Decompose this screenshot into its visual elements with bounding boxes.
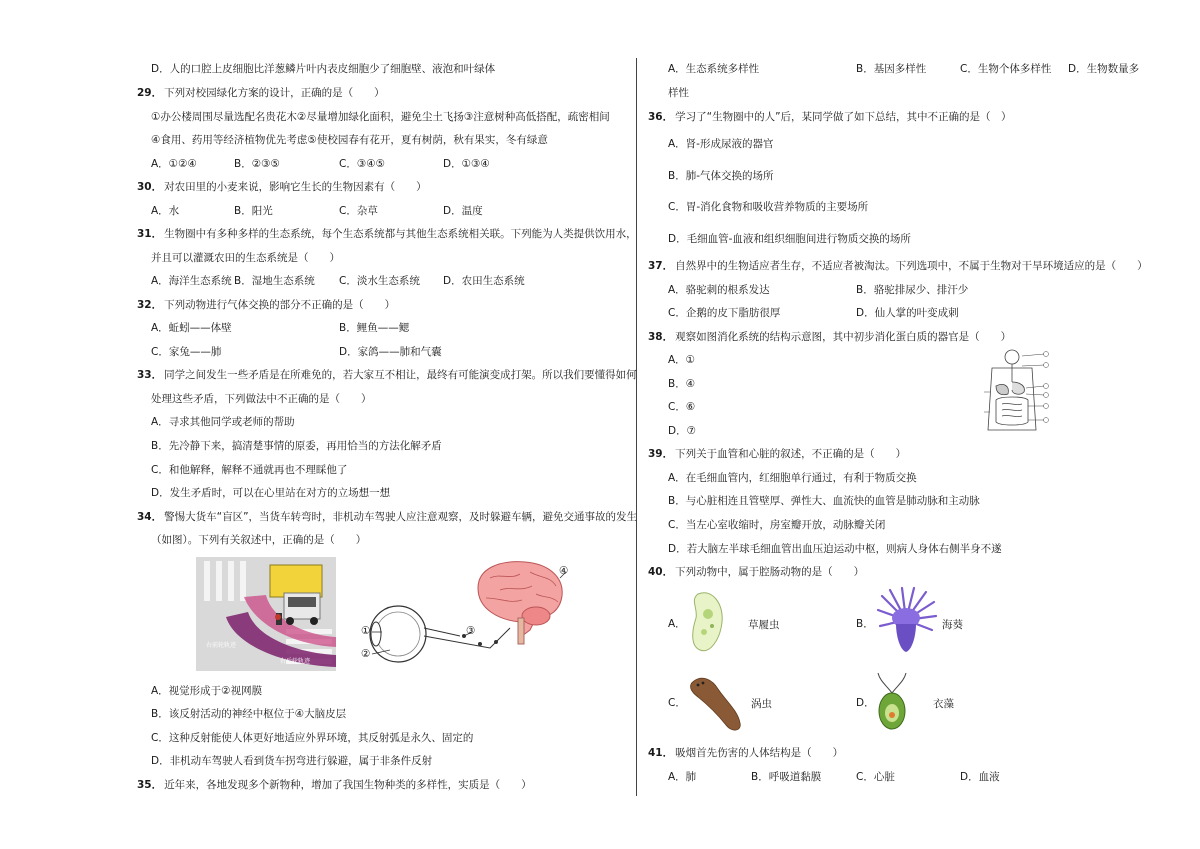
q39-option-c[interactable]: C．当左心室收缩时，房室瓣开放，动脉瓣关闭 [668,519,886,531]
planarian-image [688,673,746,733]
q38-option-b[interactable]: B．④ [668,378,696,390]
planarian-icon [688,673,746,733]
digestive-system-illustration [982,348,1050,434]
q30-option-a[interactable]: A．水 [151,205,180,217]
paramecium-icon [686,590,731,654]
q30-option-b[interactable]: B．阳光 [234,205,273,217]
q35-option-a[interactable]: A．生态系统多样性 [668,63,760,75]
q33-option-c[interactable]: C．和他解释，解释不通就再也不理睬他了 [151,464,348,476]
q33-option-d[interactable]: D．发生矛盾时，可以在心里站在对方的立场想一想 [151,487,391,499]
q36-option-a[interactable]: A．肾-形成尿液的器官 [668,138,774,150]
q35-option-b[interactable]: B．基因多样性 [856,63,927,75]
q34-option-d[interactable]: D．非机动车驾驶人看到货车拐弯进行躲避，属于非条件反射 [151,755,433,767]
q41-option-d[interactable]: D．血液 [960,771,1000,783]
fig-label-front-wheel: 右前轮轨迹 [206,642,237,649]
q28-option-d: D．人的口腔上皮细胞比洋葱鳞片叶内表皮细胞少了细胞壁、液泡和叶绿体 [151,63,496,75]
q34-option-b[interactable]: B．该反射活动的神经中枢位于④大脑皮层 [151,708,347,720]
q37-option-c[interactable]: C．企鹅的皮下脂肪很厚 [668,307,781,319]
q32-option-d[interactable]: D．家鸽——肺和气囊 [339,346,442,358]
q39-option-a[interactable]: A．在毛细血管内，红细胞单行通过，有利于物质交换 [668,472,917,484]
q32-option-b[interactable]: B．鲤鱼——鳃 [339,322,410,334]
q34-line2: （如图）。下列有关叙述中，正确的是（ ） [151,534,367,546]
eye-label-1: ① [361,625,371,637]
truck-blindspot-figure [196,557,336,671]
q29-option-c[interactable]: C．③④⑤ [339,158,386,170]
q30-stem: 30． 对农田里的小麦来说，影响它生长的生物因素有（ ） [137,181,427,193]
q39-option-b[interactable]: B．与心脏相连且管壁厚、弹性大、血流快的血管是肺动脉和主动脉 [668,495,980,507]
fig-label-rear-wheel: 右后轮轨迹 [280,658,311,665]
q37-option-b[interactable]: B．骆驼排尿少、排汗少 [856,284,969,296]
q40-name-c: 涡虫 [751,698,772,710]
q40-option-d[interactable]: D． [856,697,875,709]
sea-anemone-icon [874,586,939,656]
eye-brain-illustration [360,558,575,676]
q35-stem: 35． 近年来，各地发现多个新物种，增加了我国生物种类的多样性，实质是（ ） [137,779,532,791]
q40-stem: 40． 下列动物中，属于腔肠动物的是（ ） [648,566,865,578]
chlamydomonas-icon [874,671,910,733]
q34-option-a[interactable]: A．视觉形成于②视网膜 [151,685,263,697]
q33-line2: 处理这些矛盾，下列做法中不正确的是（ ） [151,393,372,405]
q36-stem: 36． 学习了“生物圈中的人”后，某同学做了如下总结，其中不正确的是（ ） [648,111,1012,123]
q30-option-c[interactable]: C．杂草 [339,205,378,217]
q34-option-c[interactable]: C．这种反射能使人体更好地适应外界环境，其反射弧是永久、固定的 [151,732,474,744]
q33-stem: 33． 同学之间发生一些矛盾是在所难免的，若大家互不相让，最终有可能演变成打架。所以我们要懂得如何 [137,369,637,381]
q41-option-a[interactable]: A．肺 [668,771,697,783]
q31-option-b[interactable]: B．湿地生态系统 [234,275,315,287]
brain-label-4: ④ [559,565,569,577]
paramecium-image [686,590,731,654]
q41-option-c[interactable]: C．心脏 [856,771,895,783]
q36-option-b[interactable]: B．肺-气体交换的场所 [668,170,774,182]
q31-option-c[interactable]: C．淡水生态系统 [339,275,420,287]
q38-option-d[interactable]: D．⑦ [668,425,696,437]
q31-option-d[interactable]: D．农田生态系统 [443,275,525,287]
q35-option-d[interactable]: D．生物数量多 [1068,63,1140,75]
q31-stem: 31． 生物圈中有多种多样的生态系统，每个生态系统都与其他生态系统相关联。下列能为人类提供饮用水， [137,228,637,240]
eye-label-2: ② [361,648,371,660]
truck-blindspot-illustration [196,557,336,671]
q40-name-a: 草履虫 [748,619,780,631]
eye-brain-figure [360,558,575,676]
q38-option-a[interactable]: A．① [668,354,696,366]
q39-option-d[interactable]: D．若大脑左半球毛细血管出血压迫运动中枢，则病人身体右侧半身不遂 [668,543,1002,555]
q40-name-d: 衣藻 [933,698,954,710]
q29-line3: ④食用、药用等经济植物优先考虑⑤使校园春有花开，夏有树荫，秋有果实，冬有绿意 [151,134,548,146]
q40-option-b[interactable]: B． [856,618,874,630]
q39-stem: 39． 下列关于血管和心脏的叙述，不正确的是（ ） [648,448,907,460]
q29-option-d[interactable]: D．①③④ [443,158,490,170]
q38-stem: 38． 观察如图消化系统的结构示意图，其中初步消化蛋白质的器官是（ ） [648,331,1012,343]
chlamydomonas-image [874,671,910,733]
sea-anemone-image [874,586,939,656]
q32-stem: 32． 下列动物进行气体交换的部分不正确的是（ ） [137,299,396,311]
q31-line2: 并且可以灌溉农田的生态系统是（ ） [151,252,340,264]
q29-option-b[interactable]: B．②③⑤ [234,158,280,170]
digestive-system-figure [982,348,1050,434]
q29-option-a[interactable]: A．①②④ [151,158,197,170]
q40-option-c[interactable]: C． [668,697,686,709]
q35-option-c[interactable]: C．生物个体多样性 [960,63,1052,75]
q38-option-c[interactable]: C．⑥ [668,401,696,413]
q33-option-a[interactable]: A．寻求其他同学或老师的帮助 [151,416,295,428]
q37-option-d[interactable]: D．仙人掌的叶变成刺 [856,307,959,319]
q29-stem: 29． 下列对校园绿化方案的设计，正确的是（ ） [137,87,385,99]
column-divider [636,58,637,796]
q30-option-d[interactable]: D．温度 [443,205,483,217]
q34-stem: 34． 警惕大货车“盲区”，当货车转弯时，非机动车驾驶人应注意观察，及时躲避车辆，避免交通事故的发生 [137,511,638,523]
q41-stem: 41． 吸烟首先伤害的人体结构是（ ） [648,747,844,759]
q32-option-c[interactable]: C．家兔——肺 [151,346,222,358]
q40-option-a[interactable]: A． [668,618,686,630]
q40-name-b: 海葵 [942,619,963,631]
q37-stem: 37． 自然界中的生物适应者生存，不适应者被淘汰。下列选项中，不属于生物对干旱环境适应的是（ ） [648,260,1148,272]
q32-option-a[interactable]: A．蚯蚓——体壁 [151,322,232,334]
q31-option-a[interactable]: A．海洋生态系统 [151,275,232,287]
q29-line2: ①办公楼周围尽量选配名贵花木②尽量增加绿化面积，避免尘土飞扬③注意树种高低搭配，疏密相间 [151,111,610,123]
q36-option-d[interactable]: D．毛细血管-血液和组织细胞间进行物质交换的场所 [668,233,911,245]
q33-option-b[interactable]: B．先冷静下来，搞清楚事情的原委，再用恰当的方法化解矛盾 [151,440,442,452]
q36-option-c[interactable]: C．胃-消化食物和吸收营养物质的主要场所 [668,201,869,213]
q41-option-b[interactable]: B．呼吸道黏膜 [751,771,822,783]
q35-option-d-cont: 样性 [668,87,689,99]
q37-option-a[interactable]: A．骆驼刺的根系发达 [668,284,770,296]
eye-label-3: ③ [466,625,476,637]
